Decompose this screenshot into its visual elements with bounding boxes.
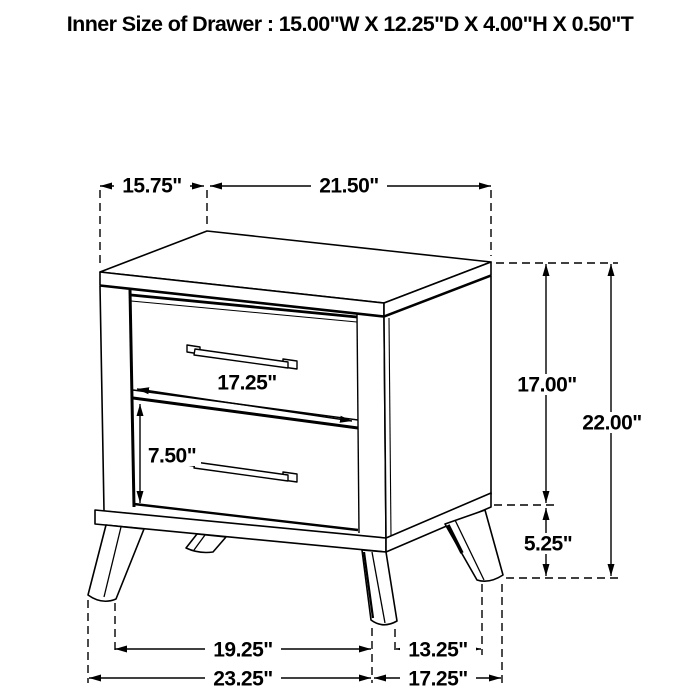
dim-overall-width-label: 23.25" (213, 667, 273, 691)
dim-overall-depth-label: 17.25" (408, 667, 468, 691)
cabinet-body (100, 276, 491, 539)
dim-top-width-label: 21.50" (319, 174, 379, 198)
dim-top-depth-label: 15.75" (122, 174, 182, 198)
drawing-title: Inner Size of Drawer : 15.00"W X 12.25"D X 4.00"H X 0.50"T (66, 12, 634, 36)
dim-overall-height-label: 22.00" (582, 411, 642, 435)
dim-cabinet-height-label: 17.00" (517, 373, 577, 397)
dim-leg-height-label: 5.25" (523, 532, 573, 556)
dim-drawer-width-label: 17.25" (217, 371, 277, 395)
dim-side-legs-span-label: 13.25" (408, 638, 468, 662)
nightstand-line-drawing (88, 231, 503, 625)
back-right-leg (445, 510, 503, 581)
front-left-leg (88, 525, 144, 601)
dim-front-legs-span-label: 19.25" (213, 638, 273, 662)
back-left-leg (186, 534, 226, 553)
front-right-leg (362, 550, 397, 625)
dim-bottom-drawer-height-label: 7.50" (147, 444, 197, 468)
